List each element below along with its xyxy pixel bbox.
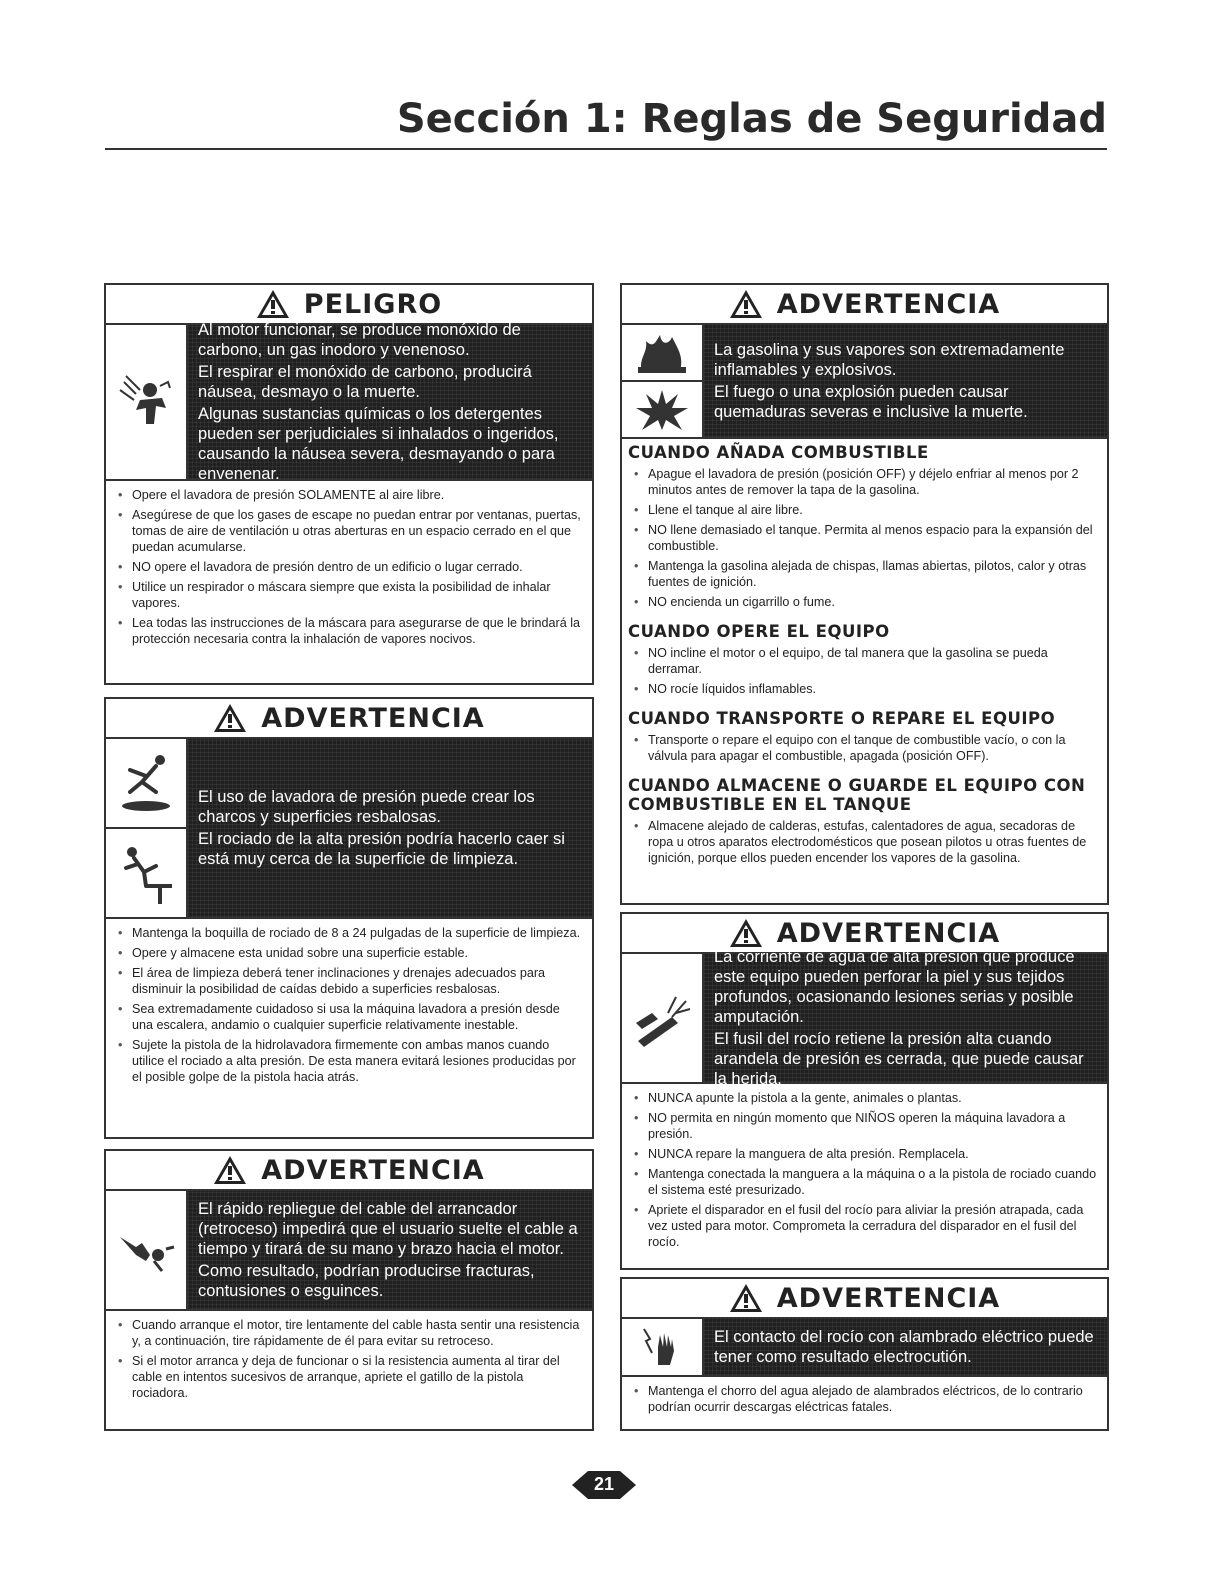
fall-hazard-icon bbox=[106, 827, 186, 917]
list-item: • Mantenga la gasolina alejada de chispas, llamas abiertas, pilotos, calor y otras fuentes de ignición. bbox=[634, 558, 1097, 590]
list-item: • Almacene alejado de calderas, estufas, calentadores de agua, secadoras de ropa u otros aparatos electrodomésticos que posean pilotos u otras fuentes de ignición, porque ellos pueden encender los vapores de la gasolina. bbox=[634, 818, 1097, 866]
list-item: • Apriete el disparador en el fusil del rocío para aliviar la presión atrapada, cada vez usted para motor. Comprometa la cerradura del disparador en el fusil del rocío. bbox=[634, 1202, 1097, 1250]
advertencia-electric-title: ADVERTENCIA bbox=[776, 1282, 1001, 1314]
advertencia-pressure-icon-col bbox=[622, 954, 704, 1082]
fuel-section-bullets bbox=[622, 464, 1107, 618]
advertencia-pressure-bullets bbox=[622, 1084, 1107, 1258]
advertencia-electric-bullets bbox=[622, 1377, 1107, 1423]
title-rule bbox=[105, 148, 1107, 150]
list-item: • Mantenga la boquilla de rociado de 8 a 24 pulgadas de la superficie de limpieza. bbox=[118, 925, 582, 941]
peligro-band-line: Al motor funcionar, se produce monóxido de carbono, un gas inodoro y venenoso. bbox=[198, 321, 521, 359]
advertencia-recoil-warning-text bbox=[188, 1191, 592, 1309]
page-title: Sección 1: Reglas de Seguridad bbox=[396, 96, 1107, 142]
peligro-box bbox=[104, 283, 594, 685]
advertencia-recoil-band bbox=[106, 1189, 592, 1311]
warning-triangle-icon bbox=[729, 289, 763, 319]
fuel-band-line: El fuego o una explosión pueden causar quemaduras severas e inclusive la muerte. bbox=[714, 383, 1028, 421]
advertencia-pressure-band bbox=[622, 948, 1107, 1088]
list-item: • Apague el lavadora de presión (posición OFF) y déjelo enfriar al menos por 2 minutos antes de remover la tapa de la gasolina. bbox=[634, 466, 1097, 498]
recoil-band-line: Como resultado, podrían producirse fracturas, contusiones o esguinces. bbox=[198, 1262, 535, 1300]
list-item: • Sujete la pistola de la hidrolavadora firmemente con ambas manos cuando utilice el rociado a alta presión. De esta manera evitará lesiones producidas por el posible golpe de la pistola hacia atrás. bbox=[118, 1037, 582, 1085]
advertencia-slip-title: ADVERTENCIA bbox=[261, 702, 485, 734]
electrocution-hazard-icon bbox=[622, 1319, 702, 1375]
peligro-bullets bbox=[106, 481, 592, 655]
recoil-band-line: El rápido repliegue del cable del arrancador (retroceso) impedirá que el usuario suelte el cable a tiempo y tirará de su mano y brazo hacia el motor. bbox=[198, 1200, 578, 1258]
peligro-band-line: El respirar el monóxido de carbono, producirá náusea, desmayo o la muerte. bbox=[198, 363, 532, 401]
section-heading: CUANDO TRANSPORTE O REPARE EL EQUIPO bbox=[628, 709, 1056, 728]
fuel-section-bullets bbox=[622, 816, 1107, 874]
advertencia-slip-bullets bbox=[106, 919, 592, 1093]
warning-triangle-icon bbox=[213, 1155, 247, 1185]
advertencia-electric-box bbox=[620, 1277, 1109, 1431]
injection-hazard-icon bbox=[622, 954, 702, 1082]
electric-band-line: El contacto del rocío con alambrado eléctrico puede tener como resultado electrocutión. bbox=[714, 1328, 1094, 1366]
list-item: • Opere y almacene esta unidad sobre una superficie estable. bbox=[118, 945, 582, 961]
advertencia-electric-warning-text bbox=[704, 1319, 1107, 1375]
fire-hazard-icon bbox=[622, 325, 702, 380]
page-number: 21 bbox=[593, 1474, 615, 1494]
advertencia-fuel-box bbox=[620, 283, 1109, 905]
warning-triangle-icon bbox=[729, 1283, 763, 1313]
list-item: • Mantenga conectada la manguera a la máquina o a la pistola de rociado cuando el sistema esté presurizado. bbox=[634, 1166, 1097, 1198]
advertencia-electric-band bbox=[622, 1317, 1107, 1377]
warning-triangle-icon bbox=[213, 703, 247, 733]
list-item: • Sea extremadamente cuidadoso si usa la máquina lavadora a presión desde una escalera, andamio o cualquier superficie relativamente inestable. bbox=[118, 1001, 582, 1033]
advertencia-fuel-warning-text bbox=[704, 325, 1107, 437]
fuel-band-line: La gasolina y sus vapores son extremadamente inflamables y explosivos. bbox=[714, 341, 1065, 379]
advertencia-pressure-title: ADVERTENCIA bbox=[776, 917, 1001, 949]
section-heading: CUANDO AÑADA COMBUSTIBLE bbox=[628, 443, 929, 462]
section-heading: CUANDO OPERE EL EQUIPO bbox=[628, 622, 890, 641]
advertencia-recoil-header bbox=[106, 1151, 592, 1189]
fuel-section-bullets bbox=[622, 730, 1107, 772]
peligro-title: PELIGRO bbox=[303, 288, 443, 320]
list-item: • NUNCA apunte la pistola a la gente, animales o plantas. bbox=[634, 1090, 1097, 1106]
list-item: • NO incline el motor o el equipo, de tal manera que la gasolina se pueda derramar. bbox=[634, 645, 1097, 677]
peligro-band-line: Algunas sustancias químicas o los detergentes pueden ser perjudiciales si inhalados o ingeridos, causando la náusea severa, desmayando o para envenenar. bbox=[198, 405, 559, 483]
advertencia-slip-header bbox=[106, 699, 592, 737]
page-number-badge bbox=[572, 1468, 636, 1502]
advertencia-slip-band bbox=[106, 737, 592, 919]
list-item: • Transporte o repare el equipo con el tanque de combustible vacío, o con la válvula para apagar el combustible, apagada (posición OFF). bbox=[634, 732, 1097, 764]
pressure-band-line: La corriente de agua de alta presión que produce este equipo pueden perforar la piel y sus tejidos profundos, ocasionando lesiones serias y posible amputación. bbox=[714, 948, 1075, 1026]
peligro-icon-col bbox=[106, 325, 188, 479]
list-item: • El área de limpieza deberá tener inclinaciones y drenajes adecuados para disminuir la posibilidad de caídas debido a superficies resbalosas. bbox=[118, 965, 582, 997]
peligro-warning-text bbox=[188, 321, 592, 483]
slip-band-line: El uso de lavadora de presión puede crear los charcos y superficies resbalosas. bbox=[198, 788, 535, 826]
list-item: • Mantenga el chorro del agua alejado de alambrados eléctricos, de lo contrario podrían ocurrir descargas eléctricas fatales. bbox=[634, 1383, 1097, 1415]
peligro-band bbox=[106, 323, 592, 481]
advertencia-recoil-title: ADVERTENCIA bbox=[261, 1154, 485, 1186]
section-heading: CUANDO ALMACENE O GUARDE EL EQUIPO CON COMBUSTIBLE EN EL TANQUE bbox=[628, 776, 1086, 814]
advertencia-fuel-title: ADVERTENCIA bbox=[776, 288, 1001, 320]
advertencia-fuel-band bbox=[622, 323, 1107, 439]
peligro-header bbox=[106, 285, 592, 323]
advertencia-slip-icon-col bbox=[106, 739, 188, 917]
list-item: • NO llene demasiado el tanque. Permita al menos espacio para la expansión del combustible. bbox=[634, 522, 1097, 554]
pressure-band-line: El fusil del rocío retiene la presión alta cuando arandela de presión es cerrada, que puede causar la herida. bbox=[714, 1030, 1084, 1088]
slip-band-line: El rociado de la alta presión podría hacerlo caer si está muy cerca de la superficie de limpieza. bbox=[198, 830, 565, 868]
warning-triangle-icon bbox=[256, 289, 290, 319]
advertencia-electric-icon-col bbox=[622, 1319, 704, 1375]
advertencia-recoil-icon-col bbox=[106, 1191, 188, 1309]
list-item: • Opere el lavadora de presión SOLAMENTE al aire libre. bbox=[118, 487, 582, 503]
list-item: • NUNCA repare la manguera de alta presión. Remplacela. bbox=[634, 1146, 1097, 1162]
advertencia-slip-warning-text bbox=[188, 739, 592, 917]
list-item: • NO permita en ningún momento que NIÑOS operen la máquina lavadora a presión. bbox=[634, 1110, 1097, 1142]
warning-triangle-icon bbox=[729, 918, 763, 948]
slip-hazard-icon bbox=[106, 739, 186, 827]
advertencia-fuel-icon-col bbox=[622, 325, 704, 437]
advertencia-recoil-box bbox=[104, 1149, 594, 1431]
explosion-hazard-icon bbox=[622, 380, 702, 437]
list-item: • Utilice un respirador o máscara siempre que exista la posibilidad de inhalar vapores. bbox=[118, 579, 582, 611]
list-item: • Si el motor arranca y deja de funcionar o si la resistencia aumenta al tirar del cable en intentos sucesivos de arranque, apriete el gatillo de la pistola rociadora. bbox=[118, 1353, 582, 1401]
list-item: • Cuando arranque el motor, tire lentamente del cable hasta sentir una resistencia y, a continuación, tire rápidamente de él para evitar su retroceso. bbox=[118, 1317, 582, 1349]
list-item: • NO opere el lavadora de presión dentro de un edificio o lugar cerrado. bbox=[118, 559, 582, 575]
list-item: • NO rocíe líquidos inflamables. bbox=[634, 681, 1097, 697]
advertencia-pressure-warning-text bbox=[704, 948, 1107, 1088]
advertencia-recoil-bullets bbox=[106, 1311, 592, 1409]
advertencia-electric-header bbox=[622, 1279, 1107, 1317]
advertencia-slip-box bbox=[104, 697, 594, 1139]
list-item: • Asegúrese de que los gases de escape no puedan entrar por ventanas, puertas, tomas de aire de ventilación u otras aberturas en un espacio cerrado en el que puedan acumularse. bbox=[118, 507, 582, 555]
recoil-hazard-icon bbox=[106, 1191, 186, 1309]
advertencia-pressure-box bbox=[620, 912, 1109, 1270]
list-item: • NO encienda un cigarrillo o fume. bbox=[634, 594, 1097, 610]
advertencia-fuel-header bbox=[622, 285, 1107, 323]
list-item: • Llene el tanque al aire libre. bbox=[634, 502, 1097, 518]
list-item: • Lea todas las instrucciones de la máscara para asegurarse de que le brindará la protección necesaria contra la inhalación de vapores nocivos. bbox=[118, 615, 582, 647]
fuel-section-bullets bbox=[622, 643, 1107, 705]
exhaust-warning-icon bbox=[106, 325, 186, 479]
